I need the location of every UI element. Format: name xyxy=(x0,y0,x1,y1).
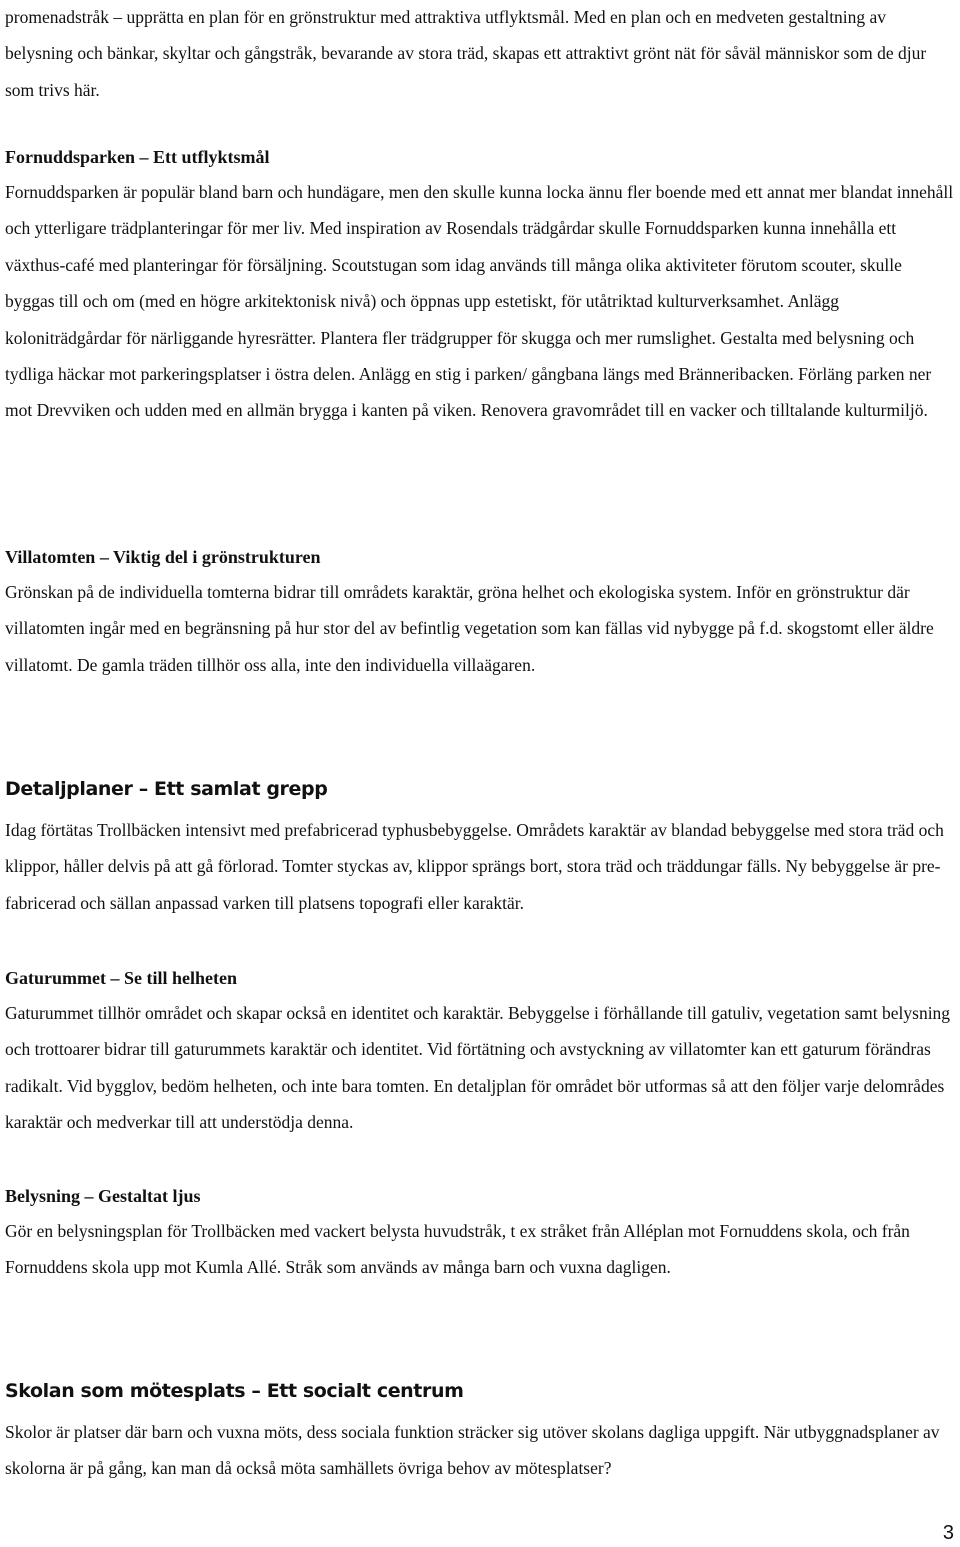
heading-fornuddsparken: Fornuddsparken – Ett utflyktsmål xyxy=(5,147,270,167)
page-number: 3 xyxy=(942,1522,954,1544)
heading-detaljplaner: Detaljplaner – Ett samlat grepp xyxy=(5,778,328,800)
fornuddsparken-paragraph: Fornuddsparken är populär bland barn och hundägare, men den skulle kunna locka ännu fler boende med ett annat mer blandat innehåll och ytterligare trädplanteringar för mer liv. Med inspiration av Rosendals trädgårdar skulle Fornuddsparken kunna innehålla ett växthus-café med planteringar för försäljning. Scoutstugan som idag används till många olika aktiviteter förutom scouter, skulle byggas till och om (med en högre arkitektonisk nivå) och öppnas upp estetiskt, för utåtriktad kulturverksamhet. Anlägg koloniträdgårdar för närliggande hyresrätter. Plantera fler trädgrupper för skugga och mer rumslighet. Gestalta med belysning och tydliga häckar mot parkeringsplatser i östra delen. Anlägg en stig i parken/ gångbana längs med Bränneribacken. Förläng parken ner mot Drevviken och udden med en allmän brygga i kanten på viken. Renovera gravområdet till en vacker och tilltalande kulturmiljö. xyxy=(5,182,954,421)
villatomten-paragraph: Grönskan på de individuella tomterna bidrar till områdets karaktär, gröna helhet och ekologiska system. Inför en grönstruktur där villatomten ingår med en begränsning på hur stor del av befintlig vegetation som kan fällas vid nybygge på f.d. skogstomt eller äldre villatomt. De gamla träden tillhör oss alla, inte den individuella villaägaren. xyxy=(5,582,934,675)
skolan-paragraph: Skolor är platser där barn och vuxna möts, dess sociala funktion sträcker sig utöver skolans dagliga uppgift. När utbyggnadsplaner av skolorna är på gång, kan man då också möta samhällets övriga behov av mötesplatser? xyxy=(5,1422,940,1479)
heading-villatomten: Villatomten – Viktig del i grönstrukturen xyxy=(5,547,321,567)
heading-skolan: Skolan som mötesplats – Ett socialt centrum xyxy=(5,1380,464,1402)
heading-belysning: Belysning – Gestaltat ljus xyxy=(5,1186,201,1206)
gaturummet-paragraph: Gaturummet tillhör området och skapar också en identitet och karaktär. Bebyggelse i förhållande till gatuliv, vegetation samt belysning och trottoarer bidrar till gaturummets karaktär och identitet. Vid förtätning och avstyckning av villatomter kan ett gaturum förändras radikalt. Vid bygglov, bedöm helheten, och inte bara tomten. En detaljplan för området bör utformas så att den följer varje delområdes karaktär och medverkar till att understödja denna. xyxy=(5,1003,951,1133)
intro-paragraph: promenadstråk – upprätta en plan för en grönstruktur med attraktiva utflyktsmål. Med en plan och en medveten gestaltning av belysning och bänkar, skyltar och gångstråk, bevarande av stora träd, skapas ett attraktivt grönt nät för såväl människor som de djur som trivs här. xyxy=(5,7,927,100)
detaljplaner-paragraph: Idag förtätas Trollbäcken intensivt med prefabricerad typhusbebyggelse. Områdets karaktär av blandad bebyggelse med stora träd och klippor, håller delvis på att gå förlorad. Tomter styckas av, klippor sprängs bort, stora träd och träddungar fälls. Ny bebyggelse är pre-fabricerad och sällan anpassad varken till platsens topografi eller karaktär. xyxy=(5,820,944,913)
heading-gaturummet: Gaturummet – Se till helheten xyxy=(5,968,237,988)
belysning-paragraph: Gör en belysningsplan för Trollbäcken med vackert belysta huvudstråk, t ex stråket från Alléplan mot Fornuddens skola, och från Fornuddens skola upp mot Kumla Allé. Stråk som används av många barn och vuxna dagligen. xyxy=(5,1221,910,1278)
